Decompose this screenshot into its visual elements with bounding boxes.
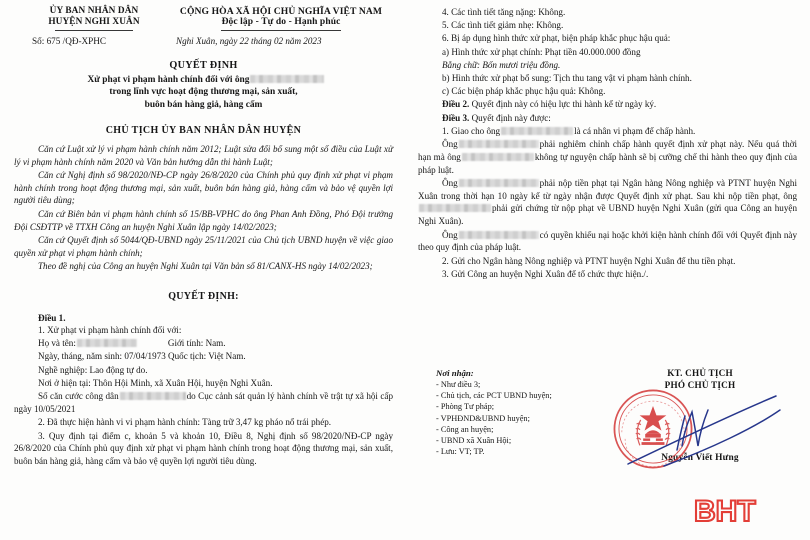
field-occupation bbox=[14, 364, 393, 377]
field-gender-label: Giới tính: bbox=[167, 338, 204, 349]
signer-role bbox=[602, 368, 798, 391]
redacted-name-a3-2 bbox=[459, 140, 539, 148]
recipients-block bbox=[418, 368, 586, 463]
issuing-authority-block bbox=[24, 6, 164, 31]
field-occupation-label: Nghề nghiệp: bbox=[38, 364, 88, 375]
field-id-tail: do Cục cảnh sát quản lý hành chính về trật tự xã hội cấp ngày 10/05/2021 bbox=[14, 390, 393, 414]
article-3-compliance-mid: phải nghiêm chỉnh chấp hành quyết định xử phạt này. Nếu quá thời hạn mà ông bbox=[418, 139, 797, 163]
article-1-item-4: 4. Các tình tiết tăng nặng: Không. bbox=[442, 7, 566, 17]
redacted-name-a3-6 bbox=[459, 231, 539, 239]
national-heading-line1: CỘNG HÒA XÃ HỘI CHỦ NGHĨA VIỆT NAM bbox=[179, 6, 383, 17]
article-1-heading: Điều 1. bbox=[38, 312, 66, 323]
header-rule-left bbox=[55, 30, 133, 31]
watermark-text: BHT bbox=[694, 495, 756, 528]
place-and-date: Nghi Xuân, ngày 22 tháng 02 năm 2023 bbox=[176, 36, 322, 47]
document-meta bbox=[14, 36, 393, 46]
article-3-compliance-lead: Ông bbox=[442, 139, 458, 150]
field-date-of-birth bbox=[14, 350, 393, 363]
article-1-item-6: 6. Bị áp dụng hình thức xử phạt, biện pháp khắc phục hậu quả: bbox=[442, 33, 671, 44]
redacted-name-a3-4 bbox=[459, 179, 539, 187]
title-block bbox=[14, 60, 393, 111]
article-3-compliance-tail: không tự nguyện chấp hành sẽ bị cưỡng chế thi hành theo quy định của pháp luật. bbox=[418, 152, 797, 175]
document-footer bbox=[418, 368, 798, 463]
article-1-item-2: 2. Đã thực hiện hành vi vi phạm hành chính: Tàng trữ 3,47 kg pháo nổ trái phép. bbox=[38, 417, 332, 428]
article-3-item-1 bbox=[418, 125, 797, 138]
list-item: - Công an huyện; bbox=[436, 424, 494, 434]
preamble-clause-3: Căn cứ Biên bản vi phạm hành chính số 15/BB-VPHC do ông Phan Anh Đồng, Phó Đội trưởng Đội CSĐTTP về TTXH Công an huyện Nghi Xuân lập ngày 14/02/2023; bbox=[14, 209, 393, 232]
title-subtitle-line2: trong lĩnh vực hoạt động thương mại, sản xuất, bbox=[109, 87, 298, 98]
column-left bbox=[14, 0, 393, 540]
recipients-title: Nơi nhận: bbox=[436, 368, 474, 378]
issuing-authority-line2: HUYỆN NGHI XUÂN bbox=[48, 17, 140, 28]
article-1-item-6b: b) Hình thức xử phạt bổ sung: Tịch thu tang vật vi phạm hành chính. bbox=[442, 73, 692, 84]
preamble-clause-4: Căn cứ Quyết định số 5044/QĐ-UBND ngày 25/11/2021 của Chủ tịch UBND huyện về việc giao quyền xử phạt vi phạm hành chính; bbox=[14, 235, 393, 258]
article-1-item-6c: c) Các biện pháp khắc phục hậu quả: Không. bbox=[442, 86, 606, 97]
redacted-name-title bbox=[250, 75, 324, 83]
field-dob-label: Ngày, tháng, năm sinh: bbox=[38, 351, 123, 362]
document-number bbox=[14, 36, 166, 46]
preamble-clause-5: Theo đề nghị của Công an huyện Nghi Xuân tại Văn bản số 81/CANX-HS ngày 14/02/2023; bbox=[38, 261, 373, 272]
article-1-item-3: 3. Quy định tại điểm c, khoản 5 và khoản 10, Điều 8, Nghị định số 98/2020/NĐ-CP ngày 26/8/2020 của Chính phủ quy định xử phạt vi phạm hành chính trong hoạt động thương mại, sản xuất, buôn bán hàng giả, hàng cấm và bảo vệ quyền lợi người tiêu dùng. bbox=[14, 430, 393, 466]
document-number-label: Số: bbox=[32, 36, 45, 47]
article-3 bbox=[418, 112, 797, 125]
decision-keyword: QUYẾT ĐỊNH: bbox=[168, 290, 239, 302]
article-3-compliance bbox=[418, 138, 797, 176]
list-item: - Phòng Tư pháp; bbox=[436, 402, 495, 412]
issuing-authority-line1: ỦY BAN NHÂN DÂN bbox=[49, 6, 139, 16]
article-3-payment bbox=[418, 177, 797, 227]
field-dob-value: 07/04/1973 bbox=[124, 351, 166, 362]
article-3-appeal-tail: có quyền khiếu nại hoặc khởi kiện hành chính đối với Quyết định này theo quy định của pháp luật. bbox=[418, 229, 797, 253]
article-3-payment-lead: Ông bbox=[442, 178, 458, 189]
article-3-appeal-lead: Ông bbox=[442, 229, 458, 240]
field-nationality-value: Việt Nam. bbox=[208, 351, 246, 362]
title-subtitle-line3: buôn bán hàng giả, hàng cấm bbox=[144, 99, 263, 110]
redacted-name-a3-3 bbox=[462, 153, 534, 161]
field-address-label: Nơi ở hiện tại: bbox=[38, 377, 91, 388]
preamble-clause-2: Căn cứ Nghị định số 98/2020/NĐ-CP ngày 26/8/2020 của Chính phủ quy định xử phạt vi phạm hành chính trong hoạt động thương mại, sản xuất, buôn bán hàng giả, hàng cấm và bảo vệ quyền lợi người tiêu dùng; bbox=[14, 170, 393, 206]
article-2-heading: Điều 2. bbox=[442, 99, 470, 110]
field-occupation-value: Lao động tự do. bbox=[89, 364, 148, 375]
redacted-name-a3-1 bbox=[501, 127, 573, 135]
article-3-text: Quyết định này được: bbox=[471, 112, 551, 123]
recipients-list bbox=[436, 379, 586, 457]
redacted-full-name bbox=[77, 339, 137, 347]
list-item: - VPHĐND&UBND huyện; bbox=[436, 413, 530, 423]
signer-role-line2: PHÓ CHỦ TỊCH bbox=[664, 379, 736, 390]
page-title: QUYẾT ĐỊNH bbox=[169, 60, 238, 72]
title-subtitle-line1 bbox=[14, 74, 393, 86]
list-item: - UBND xã Xuân Hội; bbox=[436, 436, 512, 446]
field-gender-value: Nam. bbox=[205, 338, 226, 349]
list-item: - Chủ tịch, các PCT UBND huyện; bbox=[436, 391, 552, 401]
header-rule-right bbox=[221, 30, 341, 31]
article-3-item-1-tail: là cá nhân vi phạm để chấp hành. bbox=[574, 125, 696, 136]
field-nationality-label: Quốc tịch: bbox=[168, 351, 207, 362]
national-heading-block bbox=[172, 6, 390, 31]
article-1-item-1: 1. Xử phạt vi phạm hành chính đối với: bbox=[38, 324, 182, 335]
signer-role-line1: KT. CHỦ TỊCH bbox=[667, 368, 733, 378]
document-number-value: 675 bbox=[46, 36, 61, 47]
article-3-item-1-lead: 1. Giao cho ông bbox=[442, 125, 501, 136]
field-full-name bbox=[14, 337, 393, 350]
preamble-clause-1: Căn cứ Luật xử lý vi phạm hành chính năm 2012; Luật sửa đổi bổ sung một số điều của Luật xử lý vi phạm hành chính năm 2020 và Văn bản hướng dẫn thi hành Luật; bbox=[14, 144, 393, 167]
field-full-name-label: Họ và tên: bbox=[38, 338, 76, 349]
field-id-label: Số căn cước công dân bbox=[38, 390, 119, 401]
article-3-payment-tail: phải gửi chứng từ nộp phạt về UBND huyện Nghi Xuân (gửi qua Công an huyện Nghi Xuân). bbox=[418, 203, 797, 226]
article-3-item-3: 3. Gửi Công an huyện Nghi Xuân để tổ chức thực hiện./. bbox=[442, 269, 649, 280]
article-3-payment-mid: phải nộp tiền phạt tại Ngân hàng Nông nghiệp và PTNT huyện Nghi Xuân trong thời hạn 10 ngày kể từ ngày nhận được Quyết định xử phạt. Sau khi nộp tiền phạt, ông bbox=[418, 178, 797, 201]
redacted-id-number bbox=[120, 392, 186, 400]
list-item: - Lưu: VT; TP. bbox=[436, 447, 485, 457]
document-number-suffix: /QĐ-XPHC bbox=[62, 36, 107, 47]
article-1-item-5: 5. Các tình tiết giảm nhẹ: Không. bbox=[442, 20, 564, 31]
signer-name: Nguyễn Viết Hưng bbox=[661, 453, 739, 464]
national-motto: Độc lập - Tự do - Hạnh phúc bbox=[221, 17, 341, 28]
document-header bbox=[14, 6, 393, 31]
article-1-item-6a-words: Bằng chữ: Bốn mươi triệu đồng. bbox=[442, 59, 561, 70]
article-1-item-6a: a) Hình thức xử phạt chính: Phạt tiền 40.000.000 đồng bbox=[442, 46, 641, 57]
redacted-name-a3-5 bbox=[419, 204, 491, 212]
title-subtitle bbox=[14, 74, 393, 111]
article-3-heading: Điều 3. bbox=[442, 112, 470, 123]
signature-block bbox=[602, 368, 798, 463]
article-3-appeal bbox=[418, 229, 797, 254]
article-2-text: Quyết định này có hiệu lực thi hành kể từ ngày ký. bbox=[471, 99, 657, 110]
title-subtitle-line1-text: Xử phạt vi phạm hành chính đối với ông bbox=[87, 74, 250, 85]
article-3-item-2: 2. Gửi cho Ngân hàng Nông nghiệp và PTNT huyện Nghi Xuân để thu tiền phạt. bbox=[442, 255, 736, 266]
field-address-value: Thôn Hội Minh, xã Xuân Hội, huyện Nghi Xuân. bbox=[92, 377, 273, 388]
field-address bbox=[14, 377, 393, 390]
list-item: - Như điều 3; bbox=[436, 380, 481, 389]
authority-heading: CHỦ TỊCH ỦY BAN NHÂN DÂN HUYỆN bbox=[105, 125, 302, 137]
article-2 bbox=[418, 98, 797, 111]
field-id-number bbox=[14, 390, 393, 415]
